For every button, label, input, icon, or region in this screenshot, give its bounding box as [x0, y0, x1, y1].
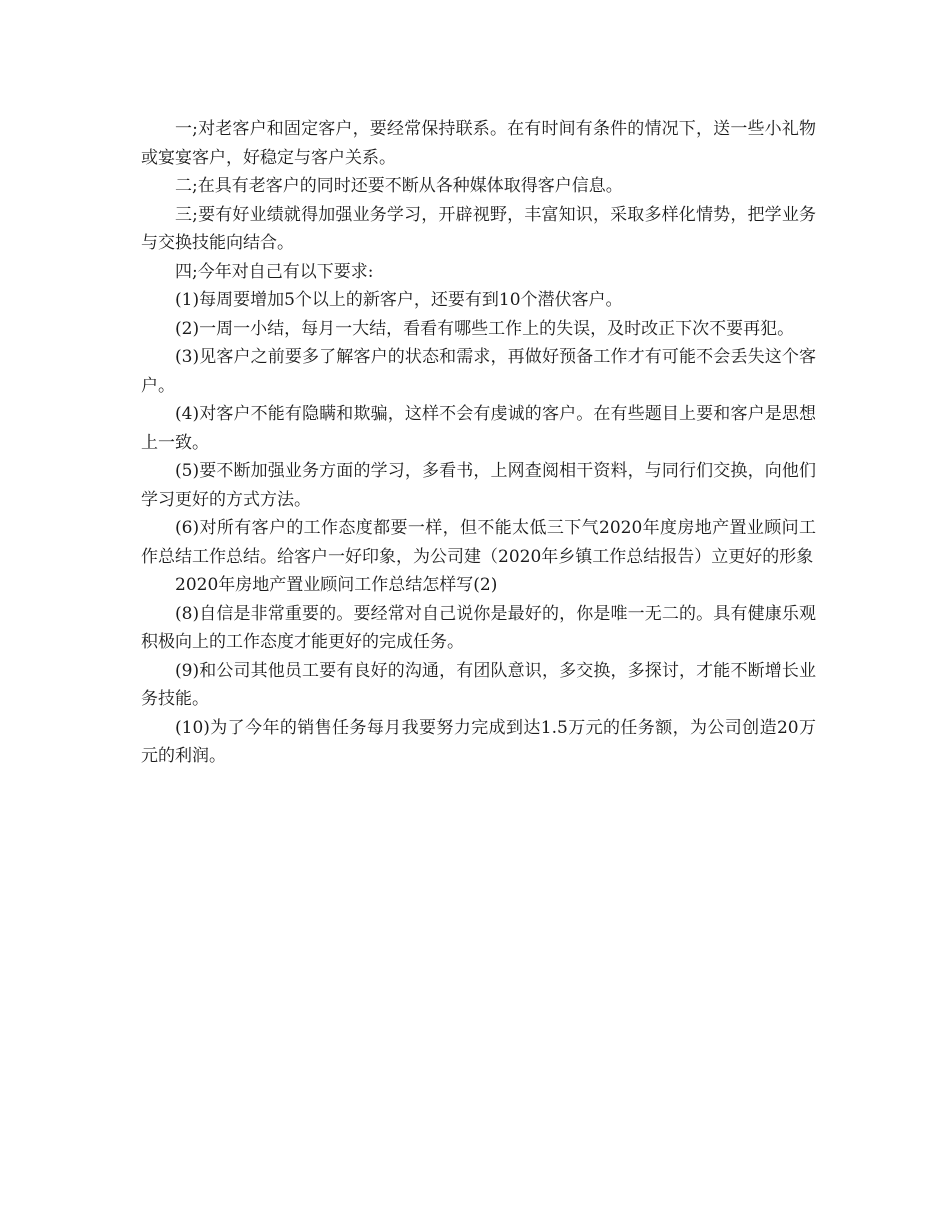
- list-item-10: (10)为了今年的销售任务每月我要努力完成到达1.5万元的任务额，为公司创造20万元的利润。: [141, 717, 816, 766]
- paragraph-3: 三;要有好业绩就得加强业务学习，开辟视野，丰富知识，采取多样化情势，把学业务与交换技能向结合。: [141, 204, 816, 253]
- list-item-5: (5)要不断加强业务方面的学习，多看书，上网查阅相干资料，与同行们交换，向他们学习更好的方式方法。: [141, 461, 816, 510]
- list-item-3: (3)见客户之前要多了解客户的状态和需求，再做好预备工作才有可能不会丢失这个客户。: [141, 347, 816, 396]
- list-item-1: (1)每周要增加5个以上的新客户，还要有到10个潜伏客户。: [175, 290, 623, 310]
- section-heading: 2020年房地产置业顾问工作总结怎样写(2): [175, 575, 498, 595]
- paragraph-1: 一;对老客户和固定客户，要经常保持联系。在有时间有条件的情况下，送一些小礼物或宴宴客户，好稳定与客户关系。: [141, 119, 816, 168]
- list-item-6: (6)对所有客户的工作态度都要一样，但不能太低三下气2020年度房地产置业顾问工作总结工作总结。给客户一好印象，为公司建（2020年乡镇工作总结报告）立更好的形象: [141, 518, 816, 567]
- list-item-4: (4)对客户不能有隐瞒和欺骗，这样不会有虔诚的客户。在有些题目上要和客户是思想上一致。: [141, 404, 816, 453]
- list-item-8: (8)自信是非常重要的。要经常对自己说你是最好的，你是唯一无二的。具有健康乐观积极向上的工作态度才能更好的完成任务。: [141, 603, 816, 652]
- paragraph-4: 四;今年对自己有以下要求:: [175, 261, 374, 282]
- list-item-9: (9)和公司其他员工要有良好的沟通，有团队意识，多交换，多探讨，才能不断增长业务技能。: [141, 660, 816, 709]
- paragraph-2: 二;在具有老客户的同时还要不断从各种媒体取得客户信息。: [175, 176, 623, 196]
- list-item-2: (2)一周一小结，每月一大结，看看有哪些工作上的失误，及时改正下次不要再犯。: [175, 318, 795, 339]
- document-body: [141, 115, 816, 771]
